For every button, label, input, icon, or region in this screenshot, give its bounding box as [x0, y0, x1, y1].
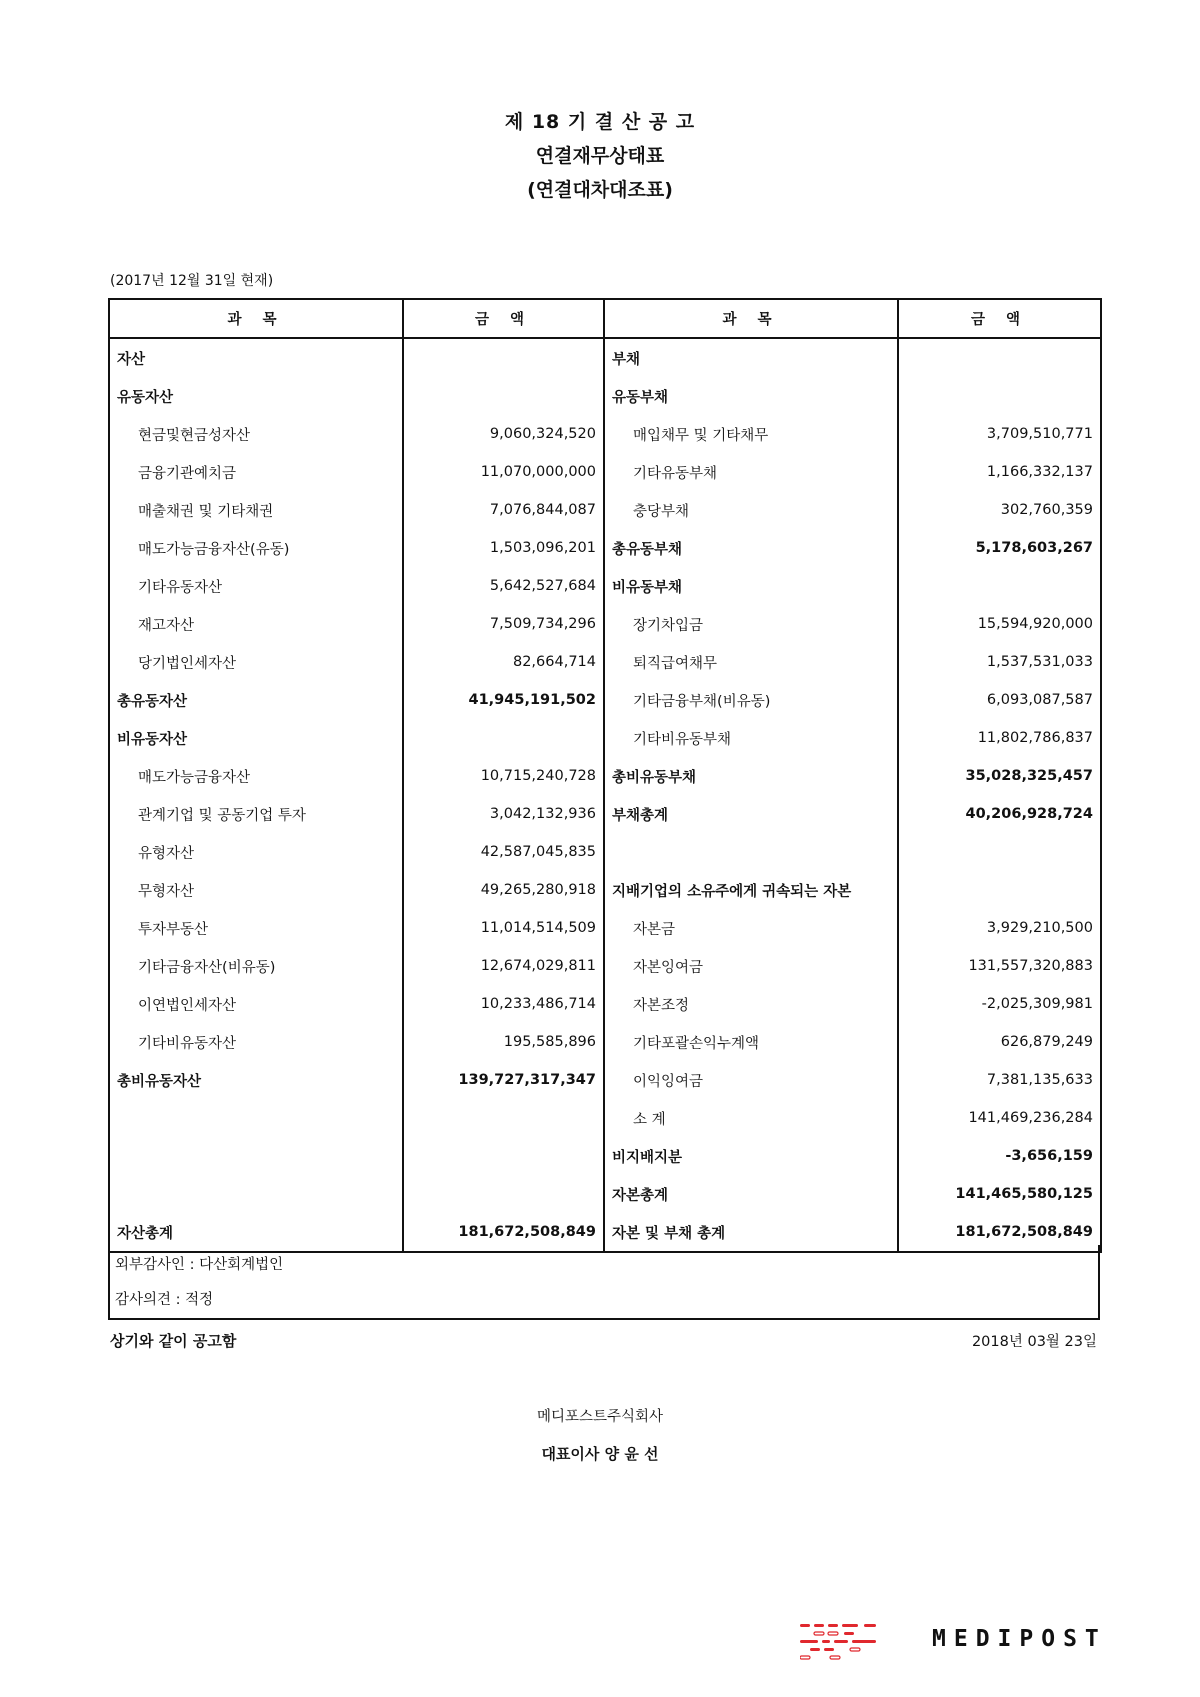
right-amount-cell [898, 377, 1101, 415]
left-account-cell: 기타유동자산 [109, 567, 403, 605]
right-amount-cell: -3,656,159 [898, 1137, 1101, 1175]
table-row [109, 415, 1101, 453]
table-row [109, 1099, 1101, 1137]
right-account-cell: 매입채무 및 기타채무 [604, 415, 898, 453]
right-account-cell: 비유동부채 [604, 567, 898, 605]
left-amount-cell: 41,945,191,502 [403, 681, 604, 719]
right-amount-cell: 7,381,135,633 [898, 1061, 1101, 1099]
col-header-account-right: 과 목 [604, 299, 898, 338]
balance-sheet-table [108, 298, 1102, 1253]
table-row [109, 871, 1101, 909]
notice-text: 상기와 같이 공고함 [110, 1332, 237, 1350]
left-amount-cell: 10,715,240,728 [403, 757, 604, 795]
left-amount-cell: 195,585,896 [403, 1023, 604, 1061]
left-account-cell: 무형자산 [109, 871, 403, 909]
table-row [109, 1023, 1101, 1061]
left-account-cell [109, 1137, 403, 1175]
right-account-cell: 총유동부채 [604, 529, 898, 567]
right-amount-cell: 11,802,786,837 [898, 719, 1101, 757]
table-row [109, 338, 1101, 377]
left-account-cell: 매출채권 및 기타채권 [109, 491, 403, 529]
left-account-cell: 금융기관예치금 [109, 453, 403, 491]
as-of-date: (2017년 12월 31일 현재) [110, 273, 274, 289]
left-amount-cell: 1,503,096,201 [403, 529, 604, 567]
right-amount-cell: 1,537,531,033 [898, 643, 1101, 681]
left-account-cell: 비유동자산 [109, 719, 403, 757]
table-row [109, 681, 1101, 719]
left-amount-cell [403, 1137, 604, 1175]
left-amount-cell: 181,672,508,849 [403, 1213, 604, 1252]
left-account-cell: 이연법인세자산 [109, 985, 403, 1023]
table-row [109, 453, 1101, 491]
left-account-cell: 관계기업 및 공동기업 투자 [109, 795, 403, 833]
left-amount-cell: 49,265,280,918 [403, 871, 604, 909]
left-account-cell: 기타비유동자산 [109, 1023, 403, 1061]
table-row [109, 833, 1101, 871]
right-amount-cell: 141,469,236,284 [898, 1099, 1101, 1137]
table-row [109, 643, 1101, 681]
right-amount-cell: 40,206,928,724 [898, 795, 1101, 833]
right-account-cell: 퇴직급여채무 [604, 643, 898, 681]
left-amount-cell [403, 377, 604, 415]
col-header-account-left: 과 목 [109, 299, 403, 338]
left-account-cell: 현금및현금성자산 [109, 415, 403, 453]
table-row [109, 985, 1101, 1023]
left-amount-cell: 9,060,324,520 [403, 415, 604, 453]
table-row [109, 567, 1101, 605]
right-amount-cell: 35,028,325,457 [898, 757, 1101, 795]
ceo-name: 대표이사 양 윤 선 [541, 1445, 659, 1463]
table-row [109, 757, 1101, 795]
left-amount-cell: 139,727,317,347 [403, 1061, 604, 1099]
audit-opinion-text: 감사의견 : 적정 [115, 1292, 214, 1308]
left-account-cell: 기타금융자산(비유동) [109, 947, 403, 985]
right-amount-cell: 3,709,510,771 [898, 415, 1101, 453]
page-subtitle-alt: (연결대차대조표) [527, 179, 673, 201]
left-amount-cell [403, 1175, 604, 1213]
left-account-cell: 투자부동산 [109, 909, 403, 947]
right-account-cell: 자본조정 [604, 985, 898, 1023]
medipost-logo-icon [800, 1620, 925, 1660]
left-amount-cell [403, 338, 604, 377]
left-amount-cell: 7,076,844,087 [403, 491, 604, 529]
left-amount-cell: 82,664,714 [403, 643, 604, 681]
table-body [109, 338, 1101, 1252]
right-account-cell: 기타유동부채 [604, 453, 898, 491]
table-row [109, 909, 1101, 947]
col-header-amount-left: 금 액 [403, 299, 604, 338]
right-account-cell: 소 계 [604, 1099, 898, 1137]
right-account-cell: 유동부채 [604, 377, 898, 415]
table-row [109, 605, 1101, 643]
table-row [109, 719, 1101, 757]
table-row [109, 795, 1101, 833]
right-amount-cell: 15,594,920,000 [898, 605, 1101, 643]
left-amount-cell: 3,042,132,936 [403, 795, 604, 833]
left-amount-cell: 12,674,029,811 [403, 947, 604, 985]
right-account-cell: 비지배지분 [604, 1137, 898, 1175]
right-account-cell: 기타비유동부채 [604, 719, 898, 757]
left-amount-cell: 11,014,514,509 [403, 909, 604, 947]
table-row [109, 491, 1101, 529]
table-row [109, 1137, 1101, 1175]
right-account-cell: 총비유동부채 [604, 757, 898, 795]
company-name: 메디포스트주식회사 [536, 1409, 664, 1425]
right-account-cell: 자본총계 [604, 1175, 898, 1213]
right-account-cell: 자본금 [604, 909, 898, 947]
right-amount-cell: 131,557,320,883 [898, 947, 1101, 985]
left-account-cell: 당기법인세자산 [109, 643, 403, 681]
right-amount-cell: 141,465,580,125 [898, 1175, 1101, 1213]
left-account-cell: 유동자산 [109, 377, 403, 415]
left-amount-cell: 11,070,000,000 [403, 453, 604, 491]
page-title: 제 18 기 결 산 공 고 [504, 111, 696, 133]
notice-date: 2018년 03월 23일 [971, 1334, 1097, 1350]
right-account-cell: 기타금융부채(비유동) [604, 681, 898, 719]
right-account-cell: 지배기업의 소유주에게 귀속되는 자본 [604, 871, 898, 909]
left-account-cell: 재고자산 [109, 605, 403, 643]
right-account-cell: 이익잉여금 [604, 1061, 898, 1099]
right-amount-cell: 6,093,087,587 [898, 681, 1101, 719]
left-amount-cell: 42,587,045,835 [403, 833, 604, 871]
col-header-amount-right: 금 액 [898, 299, 1101, 338]
right-account-cell: 자본잉여금 [604, 947, 898, 985]
right-account-cell: 충당부채 [604, 491, 898, 529]
right-amount-cell: 5,178,603,267 [898, 529, 1101, 567]
page-subtitle: 연결재무상태표 [535, 145, 665, 167]
title-block [0, 112, 1200, 214]
left-account-cell: 자산총계 [109, 1213, 403, 1252]
left-account-cell [109, 1099, 403, 1137]
table-row [109, 947, 1101, 985]
left-account-cell: 총비유동자산 [109, 1061, 403, 1099]
table-row [109, 1061, 1101, 1099]
left-amount-cell: 5,642,527,684 [403, 567, 604, 605]
table-row [109, 529, 1101, 567]
right-amount-cell: -2,025,309,981 [898, 985, 1101, 1023]
left-account-cell: 매도가능금융자산(유동) [109, 529, 403, 567]
right-account-cell: 장기차입금 [604, 605, 898, 643]
table-row [109, 377, 1101, 415]
logo-wordmark: MEDIPOST [932, 1626, 1107, 1652]
right-amount-cell: 3,929,210,500 [898, 909, 1101, 947]
right-amount-cell [898, 833, 1101, 871]
audit-info-box [108, 1245, 1100, 1320]
right-account-cell: 부채 [604, 338, 898, 377]
left-account-cell: 자산 [109, 338, 403, 377]
left-amount-cell [403, 719, 604, 757]
right-amount-cell [898, 338, 1101, 377]
right-account-cell [604, 833, 898, 871]
right-account-cell: 기타포괄손익누계액 [604, 1023, 898, 1061]
left-account-cell [109, 1175, 403, 1213]
table-header-row [109, 299, 1101, 338]
right-amount-cell: 181,672,508,849 [898, 1213, 1101, 1252]
auditor-text: 외부감사인 : 다산회계법인 [115, 1257, 284, 1273]
left-amount-cell: 10,233,486,714 [403, 985, 604, 1023]
right-amount-cell: 302,760,359 [898, 491, 1101, 529]
right-account-cell: 자본 및 부채 총계 [604, 1213, 898, 1252]
left-amount-cell [403, 1099, 604, 1137]
right-amount-cell: 626,879,249 [898, 1023, 1101, 1061]
left-amount-cell: 7,509,734,296 [403, 605, 604, 643]
left-account-cell: 유형자산 [109, 833, 403, 871]
table-row [109, 1175, 1101, 1213]
right-amount-cell [898, 567, 1101, 605]
left-account-cell: 매도가능금융자산 [109, 757, 403, 795]
left-account-cell: 총유동자산 [109, 681, 403, 719]
right-account-cell: 부채총계 [604, 795, 898, 833]
right-amount-cell: 1,166,332,137 [898, 453, 1101, 491]
right-amount-cell [898, 871, 1101, 909]
